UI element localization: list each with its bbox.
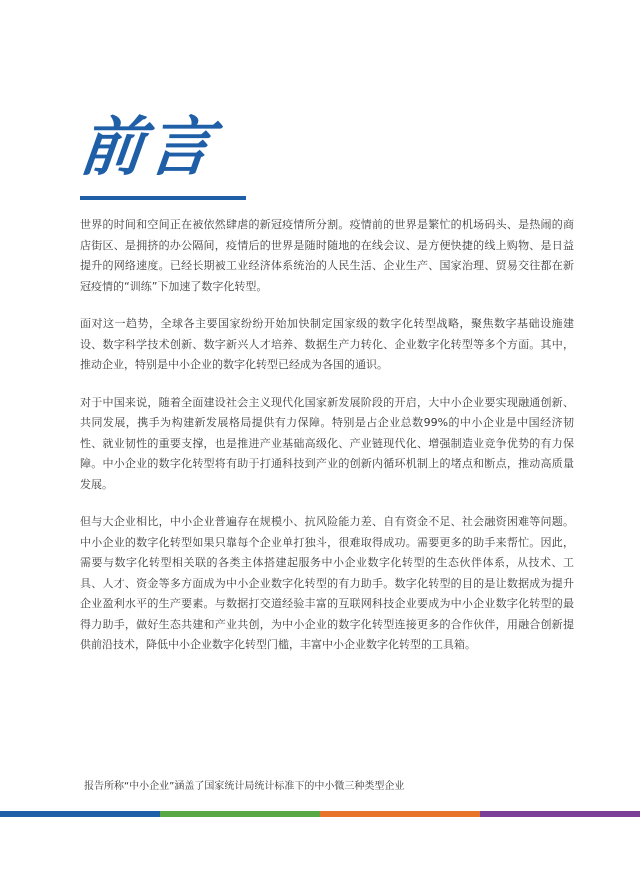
paragraph-3: 对于中国来说，随着全面建设社会主义现代化国家新发展阶段的开启，大中小企业要实现融通创新、共同发展，携手为构建新发展格局提供有力保障。特别是占企业总数99%的中小企业是中国经济韧性、就业韧性的重要支撑，也是推进产业基础高级化、产业链现代化、增强制造业竞争优势的有力保障。中小企业的数字化转型将有助于打通科技到产业的创新内循环机制上的堵点和断点，推动高质量发展。 <box>80 395 574 491</box>
color-bar-segment-green <box>160 811 320 817</box>
title-underline <box>80 196 246 200</box>
color-bar-segment-orange <box>320 811 480 817</box>
page-title: 前言 <box>76 111 220 185</box>
paragraph-4: 但与大企业相比，中小企业普遍存在规模小、抗风险能力差、自有资金不足、社会融资困难等问题。中小企业的数字化转型如果只靠每个企业单打独斗，很难取得成功。需要更多的助手来帮忙。因此，需要与数字化转型相关联的各类主体搭建起服务中小企业数字化转型的生态伙伴体系，从技术、工具、人才、资金等多方面成为中小企业数字化转型的有力助手。数字化转型的目的是让数据成为提升企业盈利水平的生产要素。与数据打交道经验丰富的互联网科技企业要成为中小企业数字化转型的最得力助手，做好生态共建和产业共创，为中小企业的数字化转型连接更多的合作伙伴，用融合创新提供前沿技术，降低中小企业数字化转型门槛，丰富中小企业数字化转型的工具箱。 <box>80 515 574 651</box>
paragraph-1: 世界的时间和空间正在被依然肆虐的新冠疫情所分割。疫情前的世界是繁忙的机场码头、是热闹的商店街区、是拥挤的办公隔间，疫情后的世界是随时随地的在线会议、是方便快捷的线上购物、是日益提升的网络速度。已经长期被工业经济体系统治的人民生活、企业生产、国家治理、贸易交往都在新冠疫情的“训练”下加速了数字化转型。 <box>80 218 574 293</box>
paragraph-2: 面对这一趋势，全球各主要国家纷纷开始加快制定国家级的数字化转型战略，聚焦数字基础设施建设、数字科学技术创新、数字新兴人才培养、数据生产力转化、企业数字化转型等多个方面。其中，推动企业，特别是中小企业的数字化转型已经成为各国的通识。 <box>80 317 574 371</box>
color-bar-segment-blue <box>0 811 160 817</box>
color-bar <box>0 811 640 817</box>
preface-body <box>80 215 574 673</box>
color-bar-segment-purple <box>480 811 640 817</box>
footnote: 报告所称“中小企业”涵盖了国家统计局统计标准下的中小微三种类型企业 <box>84 781 405 792</box>
